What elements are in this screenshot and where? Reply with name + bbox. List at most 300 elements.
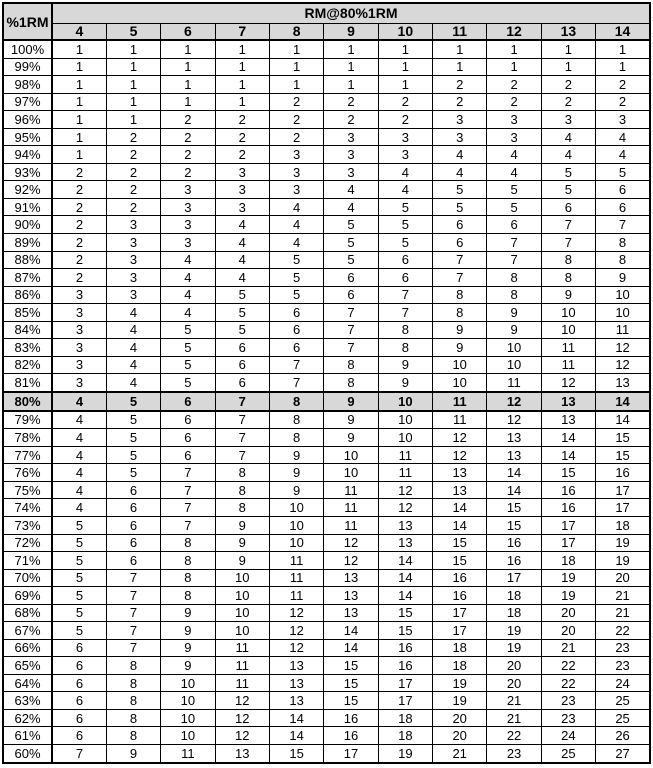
- rep-value-cell: 14: [269, 709, 323, 727]
- rep-value-cell: 4: [541, 128, 595, 146]
- rep-value-cell: 17: [541, 516, 595, 534]
- pct-1rm-cell: 74%: [3, 499, 52, 517]
- table-row: [3, 374, 650, 392]
- table-row: [3, 286, 650, 304]
- rep-value-cell: 14: [433, 516, 487, 534]
- rep-value-cell: 23: [487, 744, 541, 763]
- rep-value-cell: 6: [215, 339, 269, 357]
- rep-value-cell: 10: [269, 516, 323, 534]
- rep-value-cell: 7: [269, 374, 323, 392]
- pct-1rm-cell: 68%: [3, 604, 52, 622]
- rep-value-cell: 3: [161, 198, 215, 216]
- rep-value-cell: 14: [378, 552, 432, 570]
- rep-value-cell: 3: [324, 128, 378, 146]
- pct-1rm-cell: 80%: [3, 392, 52, 411]
- pct-1rm-cell: 69%: [3, 587, 52, 605]
- rep-value-cell: 5: [269, 251, 323, 269]
- rep-value-cell: 3: [52, 374, 106, 392]
- table-row: [3, 163, 650, 181]
- column-header: 6: [161, 23, 215, 40]
- rep-value-cell: 1: [215, 76, 269, 94]
- table-row: [3, 339, 650, 357]
- rep-value-cell: 3: [324, 163, 378, 181]
- rep-value-cell: 10: [378, 392, 432, 411]
- rep-value-cell: 2: [52, 251, 106, 269]
- pct-1rm-cell: 84%: [3, 321, 52, 339]
- rep-value-cell: 15: [378, 622, 432, 640]
- rep-value-cell: 8: [215, 499, 269, 517]
- rep-value-cell: 6: [161, 446, 215, 464]
- rep-value-cell: 10: [487, 339, 541, 357]
- rep-value-cell: 12: [596, 339, 650, 357]
- rep-value-cell: 6: [52, 674, 106, 692]
- rep-value-cell: 6: [433, 233, 487, 251]
- rep-value-cell: 10: [215, 622, 269, 640]
- rep-value-cell: 17: [378, 692, 432, 710]
- rep-value-cell: 1: [161, 40, 215, 58]
- rep-value-cell: 16: [487, 552, 541, 570]
- rep-value-cell: 20: [541, 604, 595, 622]
- rep-value-cell: 14: [378, 587, 432, 605]
- pct-1rm-cell: 61%: [3, 727, 52, 745]
- rep-value-cell: 4: [106, 321, 160, 339]
- pct-1rm-cell: 64%: [3, 674, 52, 692]
- rep-value-cell: 4: [52, 392, 106, 411]
- pct-1rm-cell: 86%: [3, 286, 52, 304]
- rep-value-cell: 8: [378, 339, 432, 357]
- table-row: [3, 216, 650, 234]
- rep-value-cell: 9: [269, 446, 323, 464]
- rep-value-cell: 8: [161, 552, 215, 570]
- rep-value-cell: 5: [269, 286, 323, 304]
- rep-value-cell: 18: [378, 727, 432, 745]
- table-row: [3, 304, 650, 322]
- rep-value-cell: 16: [433, 569, 487, 587]
- rep-value-cell: 13: [324, 604, 378, 622]
- rep-value-cell: 1: [52, 128, 106, 146]
- rep-value-cell: 8: [487, 269, 541, 287]
- rep-value-cell: 3: [378, 128, 432, 146]
- rep-value-cell: 9: [106, 744, 160, 763]
- rep-value-cell: 2: [541, 93, 595, 111]
- rep-value-cell: 11: [215, 639, 269, 657]
- rep-value-cell: 6: [52, 657, 106, 675]
- rep-value-cell: 15: [596, 429, 650, 447]
- rep-value-cell: 6: [52, 727, 106, 745]
- pct-1rm-cell: 89%: [3, 233, 52, 251]
- rep-value-cell: 8: [378, 321, 432, 339]
- rep-value-cell: 6: [269, 321, 323, 339]
- rep-value-cell: 7: [269, 356, 323, 374]
- rep-value-cell: 9: [378, 356, 432, 374]
- rep-value-cell: 25: [596, 709, 650, 727]
- rep-value-cell: 1: [324, 76, 378, 94]
- rep-value-cell: 1: [596, 40, 650, 58]
- rep-value-cell: 5: [378, 216, 432, 234]
- rep-value-cell: 6: [106, 481, 160, 499]
- rep-value-cell: 5: [161, 339, 215, 357]
- pct-1rm-cell: 76%: [3, 464, 52, 482]
- pct-1rm-cell: 100%: [3, 40, 52, 58]
- rep-value-cell: 12: [433, 429, 487, 447]
- rep-value-cell: 12: [324, 534, 378, 552]
- rep-value-cell: 6: [324, 269, 378, 287]
- rep-value-cell: 2: [433, 93, 487, 111]
- rep-value-cell: 5: [596, 163, 650, 181]
- rep-value-cell: 1: [161, 76, 215, 94]
- rep-value-cell: 5: [215, 286, 269, 304]
- rep-value-cell: 8: [269, 429, 323, 447]
- rep-value-cell: 8: [541, 269, 595, 287]
- rep-value-cell: 3: [541, 111, 595, 129]
- rep-value-cell: 18: [433, 657, 487, 675]
- rep-value-cell: 3: [106, 269, 160, 287]
- rep-value-cell: 6: [52, 639, 106, 657]
- rep-value-cell: 25: [541, 744, 595, 763]
- rep-value-cell: 12: [215, 727, 269, 745]
- rep-value-cell: 4: [378, 163, 432, 181]
- rep-value-cell: 4: [161, 304, 215, 322]
- rep-value-cell: 11: [596, 321, 650, 339]
- rep-value-cell: 2: [269, 111, 323, 129]
- rep-value-cell: 20: [596, 569, 650, 587]
- column-header: 11: [433, 23, 487, 40]
- rep-value-cell: 10: [324, 464, 378, 482]
- rep-value-cell: 8: [161, 569, 215, 587]
- rep-value-cell: 4: [106, 339, 160, 357]
- table-row: [3, 269, 650, 287]
- table-row: [3, 392, 650, 411]
- pct-1rm-cell: 66%: [3, 639, 52, 657]
- rep-value-cell: 8: [596, 251, 650, 269]
- rep-value-cell: 7: [215, 392, 269, 411]
- rep-value-cell: 7: [161, 516, 215, 534]
- rep-value-cell: 1: [487, 40, 541, 58]
- rep-value-cell: 14: [487, 481, 541, 499]
- rep-value-cell: 1: [215, 40, 269, 58]
- rep-value-cell: 11: [324, 481, 378, 499]
- rep-value-cell: 4: [52, 429, 106, 447]
- rep-value-cell: 7: [324, 304, 378, 322]
- rep-value-cell: 13: [541, 411, 595, 429]
- rep-value-cell: 9: [161, 639, 215, 657]
- rep-value-cell: 2: [487, 76, 541, 94]
- rep-value-cell: 17: [324, 744, 378, 763]
- rep-value-cell: 4: [433, 163, 487, 181]
- pct-1rm-cell: 93%: [3, 163, 52, 181]
- rep-value-cell: 4: [541, 146, 595, 164]
- rep-value-cell: 14: [269, 727, 323, 745]
- pct-1rm-cell: 67%: [3, 622, 52, 640]
- rep-value-cell: 5: [215, 321, 269, 339]
- rep-value-cell: 10: [161, 692, 215, 710]
- rep-value-cell: 22: [541, 674, 595, 692]
- rep-value-cell: 12: [378, 481, 432, 499]
- rep-value-cell: 9: [433, 321, 487, 339]
- rep-value-cell: 18: [596, 516, 650, 534]
- column-header: 7: [215, 23, 269, 40]
- table-row: [3, 198, 650, 216]
- rep-value-cell: 18: [541, 552, 595, 570]
- rep-value-cell: 1: [433, 58, 487, 76]
- table-row: [3, 321, 650, 339]
- rep-value-cell: 13: [596, 374, 650, 392]
- rep-value-cell: 2: [161, 111, 215, 129]
- pct-1rm-cell: 82%: [3, 356, 52, 374]
- rep-value-cell: 4: [106, 374, 160, 392]
- rep-value-cell: 9: [324, 429, 378, 447]
- rep-value-cell: 15: [378, 604, 432, 622]
- rep-value-cell: 24: [541, 727, 595, 745]
- rep-value-cell: 10: [215, 587, 269, 605]
- rep-value-cell: 27: [596, 744, 650, 763]
- rep-value-cell: 4: [269, 233, 323, 251]
- rep-value-cell: 13: [215, 744, 269, 763]
- rep-value-cell: 11: [215, 674, 269, 692]
- rep-value-cell: 14: [541, 429, 595, 447]
- rep-value-cell: 23: [541, 709, 595, 727]
- rep-value-cell: 22: [487, 727, 541, 745]
- rep-value-cell: 4: [215, 233, 269, 251]
- rep-value-cell: 19: [541, 569, 595, 587]
- rep-value-cell: 2: [215, 128, 269, 146]
- rep-value-cell: 6: [596, 181, 650, 199]
- rep-value-cell: 18: [433, 639, 487, 657]
- rep-value-cell: 15: [269, 744, 323, 763]
- rep-value-cell: 11: [215, 657, 269, 675]
- rep-value-cell: 5: [324, 233, 378, 251]
- rep-value-cell: 3: [52, 304, 106, 322]
- rep-value-cell: 8: [269, 411, 323, 429]
- column-header: 13: [541, 23, 595, 40]
- rep-value-cell: 11: [269, 569, 323, 587]
- table-row: [3, 233, 650, 251]
- rep-value-cell: 20: [487, 657, 541, 675]
- rep-value-cell: 10: [487, 356, 541, 374]
- rep-value-cell: 9: [215, 534, 269, 552]
- rep-value-cell: 11: [324, 499, 378, 517]
- table-row: [3, 709, 650, 727]
- rep-value-cell: 4: [487, 163, 541, 181]
- rep-value-cell: 10: [541, 321, 595, 339]
- rep-value-cell: 25: [596, 692, 650, 710]
- rep-value-cell: 1: [324, 40, 378, 58]
- rep-value-cell: 5: [52, 622, 106, 640]
- rep-value-cell: 6: [596, 198, 650, 216]
- rep-value-cell: 3: [378, 146, 432, 164]
- column-header: 9: [324, 23, 378, 40]
- table-row: [3, 674, 650, 692]
- rep-value-cell: 7: [324, 339, 378, 357]
- rep-value-cell: 4: [324, 181, 378, 199]
- rep-value-cell: 8: [161, 587, 215, 605]
- rep-value-cell: 3: [324, 146, 378, 164]
- rep-value-cell: 3: [215, 163, 269, 181]
- pct-1rm-cell: 95%: [3, 128, 52, 146]
- rep-value-cell: 6: [269, 339, 323, 357]
- rep-value-cell: 11: [161, 744, 215, 763]
- table-row: [3, 111, 650, 129]
- rep-value-cell: 6: [52, 709, 106, 727]
- rep-value-cell: 5: [106, 392, 160, 411]
- table-row: [3, 356, 650, 374]
- rep-value-cell: 8: [324, 356, 378, 374]
- rep-value-cell: 2: [52, 181, 106, 199]
- rep-value-cell: 3: [161, 233, 215, 251]
- rep-value-cell: 16: [541, 481, 595, 499]
- pct-1rm-cell: 63%: [3, 692, 52, 710]
- pct-1rm-cell: 81%: [3, 374, 52, 392]
- rep-value-cell: 2: [161, 163, 215, 181]
- rep-value-cell: 3: [433, 111, 487, 129]
- pct-1rm-cell: 79%: [3, 411, 52, 429]
- table-row: [3, 464, 650, 482]
- column-header: 8: [269, 23, 323, 40]
- rep-value-cell: 22: [596, 622, 650, 640]
- table-row: [3, 181, 650, 199]
- rep-value-cell: 3: [161, 181, 215, 199]
- rep-value-cell: 1: [52, 76, 106, 94]
- rep-value-cell: 9: [541, 286, 595, 304]
- rep-value-cell: 14: [541, 446, 595, 464]
- rep-value-cell: 3: [52, 321, 106, 339]
- rep-value-cell: 2: [106, 198, 160, 216]
- rep-value-cell: 3: [106, 251, 160, 269]
- rep-value-cell: 6: [215, 374, 269, 392]
- rep-value-cell: 17: [433, 622, 487, 640]
- rep-value-cell: 6: [215, 356, 269, 374]
- rep-value-cell: 7: [161, 481, 215, 499]
- rep-value-cell: 20: [433, 709, 487, 727]
- pct-1rm-cell: 70%: [3, 569, 52, 587]
- pct-1rm-cell: 96%: [3, 111, 52, 129]
- rep-value-cell: 10: [269, 499, 323, 517]
- rep-value-cell: 8: [433, 286, 487, 304]
- rep-value-cell: 1: [106, 111, 160, 129]
- rep-value-cell: 23: [596, 657, 650, 675]
- rep-value-cell: 4: [487, 146, 541, 164]
- rep-value-cell: 13: [487, 446, 541, 464]
- rep-value-cell: 7: [106, 622, 160, 640]
- table-row: [3, 411, 650, 429]
- table-row: [3, 587, 650, 605]
- rep-value-cell: 11: [324, 516, 378, 534]
- rep-value-cell: 9: [487, 304, 541, 322]
- rep-value-cell: 3: [106, 286, 160, 304]
- rep-value-cell: 13: [378, 534, 432, 552]
- rep-value-cell: 6: [106, 552, 160, 570]
- rep-value-cell: 17: [487, 569, 541, 587]
- rep-value-cell: 19: [541, 587, 595, 605]
- rep-value-cell: 13: [269, 657, 323, 675]
- rep-value-cell: 6: [433, 216, 487, 234]
- rep-value-cell: 10: [596, 286, 650, 304]
- rep-value-cell: 4: [596, 146, 650, 164]
- pct-1rm-cell: 72%: [3, 534, 52, 552]
- rep-value-cell: 8: [106, 657, 160, 675]
- pct-1rm-cell: 85%: [3, 304, 52, 322]
- pct-1rm-cell: 90%: [3, 216, 52, 234]
- pct-1rm-cell: 78%: [3, 429, 52, 447]
- rep-value-cell: 2: [52, 198, 106, 216]
- rep-value-cell: 5: [215, 304, 269, 322]
- rep-value-cell: 2: [106, 146, 160, 164]
- rep-value-cell: 1: [52, 93, 106, 111]
- pct-1rm-cell: 60%: [3, 744, 52, 763]
- rep-value-cell: 15: [487, 499, 541, 517]
- rep-value-cell: 8: [324, 374, 378, 392]
- rep-value-cell: 6: [487, 216, 541, 234]
- rep-value-cell: 7: [161, 464, 215, 482]
- rep-value-cell: 5: [541, 163, 595, 181]
- rep-value-cell: 10: [541, 304, 595, 322]
- rep-value-cell: 6: [269, 304, 323, 322]
- rep-value-cell: 7: [52, 744, 106, 763]
- rep-value-cell: 5: [324, 251, 378, 269]
- rep-value-cell: 8: [106, 692, 160, 710]
- pct-1rm-cell: 73%: [3, 516, 52, 534]
- table-row: [3, 76, 650, 94]
- rep-value-cell: 4: [378, 181, 432, 199]
- rep-value-cell: 17: [596, 499, 650, 517]
- rep-value-cell: 14: [596, 392, 650, 411]
- table-body: [3, 40, 650, 763]
- rep-value-cell: 1: [378, 58, 432, 76]
- rep-value-cell: 1: [378, 40, 432, 58]
- rep-value-cell: 17: [433, 604, 487, 622]
- rep-value-cell: 11: [541, 356, 595, 374]
- rep-value-cell: 16: [378, 657, 432, 675]
- rep-value-cell: 1: [324, 58, 378, 76]
- pct-1rm-cell: 75%: [3, 481, 52, 499]
- rep-value-cell: 3: [52, 286, 106, 304]
- rep-value-cell: 13: [269, 674, 323, 692]
- rep-value-cell: 7: [106, 639, 160, 657]
- table-row: [3, 146, 650, 164]
- rep-value-cell: 12: [541, 374, 595, 392]
- rep-value-cell: 14: [433, 499, 487, 517]
- rep-value-cell: 11: [269, 552, 323, 570]
- rep-value-cell: 4: [52, 464, 106, 482]
- rep-value-cell: 19: [433, 674, 487, 692]
- rep-value-cell: 21: [433, 744, 487, 763]
- table-row: [3, 569, 650, 587]
- table-row: [3, 516, 650, 534]
- rep-value-cell: 10: [433, 374, 487, 392]
- rep-value-cell: 1: [269, 76, 323, 94]
- rep-value-cell: 1: [215, 58, 269, 76]
- rep-value-cell: 5: [52, 569, 106, 587]
- column-header-row: [3, 23, 650, 40]
- table-row: [3, 429, 650, 447]
- rep-value-cell: 5: [106, 464, 160, 482]
- rep-value-cell: 18: [487, 587, 541, 605]
- rep-value-cell: 13: [487, 429, 541, 447]
- rep-max-table: [2, 2, 651, 764]
- rep-value-cell: 3: [52, 356, 106, 374]
- rep-value-cell: 12: [215, 692, 269, 710]
- span-header-row: [3, 3, 650, 23]
- rep-value-cell: 6: [161, 392, 215, 411]
- rep-value-cell: 23: [596, 639, 650, 657]
- rep-value-cell: 15: [596, 446, 650, 464]
- rep-value-cell: 9: [269, 481, 323, 499]
- rep-value-cell: 10: [596, 304, 650, 322]
- rep-value-cell: 7: [215, 411, 269, 429]
- rep-value-cell: 2: [52, 163, 106, 181]
- rep-value-cell: 11: [541, 339, 595, 357]
- rep-value-cell: 5: [487, 181, 541, 199]
